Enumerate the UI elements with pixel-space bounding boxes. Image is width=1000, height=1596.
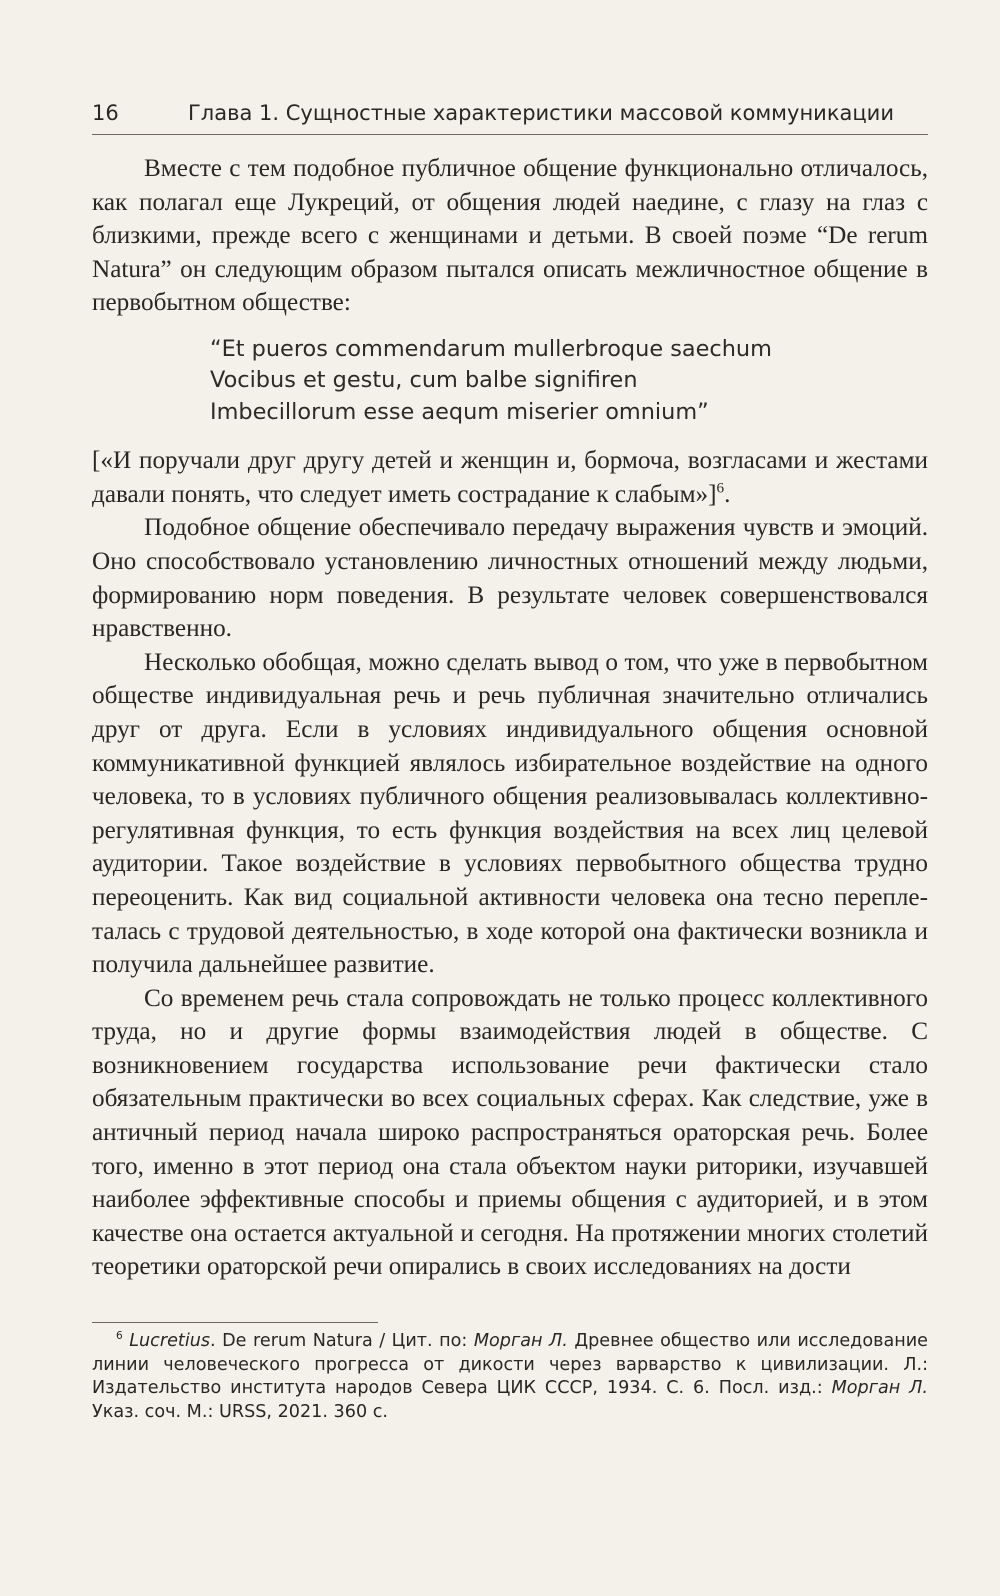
- running-header: [92, 92, 928, 135]
- quote-line-2: Vocibus et gestu, cum balbe signifiren: [210, 367, 638, 394]
- paragraph-1: Вместе с тем подобное публичное общение функционально отличалось, как полагал еще Лукреций, от общения людей наедине, с глазу на глаз с близкими, прежде всего с женщинами и детьми. В своей поэме “De rerum Natura” он следующим образом пытался описать межличностное общение в первобытном обществе:: [92, 155, 928, 317]
- latin-quote: [210, 334, 928, 428]
- paragraph-4: Со временем речь стала сопровождать не только процесс коллективного труда, но и другие формы взаимодействия людей в обществе. С возникновением государства использование речи фактически стало обязательным практически во всех социальных сферах. Как следствие, уже в античный период начала широко распространяться ораторская речь. Более того, именно в этот период она стала объектом науки риторики, изучавшей наиболее эффективные способы и приемы общения с аудиторией, и в этом качестве она остается актуальной и сегодня. На протяжении многих столетий теоретики ораторской речи опирались в своих исследованиях на дости: [92, 984, 928, 1281]
- paragraph-2: Подобное общение обеспечивало передачу выражения чувств и эмоций. Оно способствовало установлению личностных отношений между людьми, формированию норм поведения. В результате человек совершенствовался нравственно.: [92, 514, 928, 643]
- main-text: [92, 152, 928, 1284]
- page-number: 16: [92, 101, 119, 125]
- chapter-title: Глава 1. Сущностные характеристики массовой коммуникации: [188, 101, 894, 125]
- footnote-text-3: Указ. соч. М.: URSS, 2021. 360 с.: [92, 1401, 389, 1422]
- paragraph-3: Несколько обобщая, можно сделать вывод о том, что уже в первобытном обществе индивидуальная речь и речь публичная значительно отличались друг от друга. Если в условиях индивидуального общения основной коммуникативной функцией являлось избирательное воздействие на одного человека, то в условиях публичного общения реализовывалась коллективно-регулятивная функция, то есть функция воздействия на всех лиц целевой аудитории. Такое воздействие в условиях первобытного общества трудно переоценить. Как вид социальной активности человека она тесно переплеталась с трудовой деятельностью, в ходе которой она фактически возникла и получила дальнейшее развитие.: [92, 648, 928, 979]
- footnote-author-morgan-2: Морган Л.: [831, 1378, 928, 1398]
- footnote-ref-6[interactable]: 6: [716, 480, 725, 497]
- footnote-text-2: Древнее общество или исследование линии человеческого прогресса от дикости через варварство к цивилизации. Л.: Издательство института народов Севера ЦИК СССР, 1934. С. 6. Посл. изд.:: [92, 1331, 929, 1398]
- footnote-author-latin: Lucretius: [129, 1331, 211, 1351]
- translation-text: [«И поручали друг другу детей и женщин и, бормоча, возгласами и жестами давали понять, что следует иметь сострадание к слабым»]: [92, 447, 928, 508]
- quote-translation: [92, 444, 928, 511]
- footnote-author-morgan: Морган Л.: [473, 1331, 568, 1351]
- quote-line-1: “Et pueros commendarum mullerbroque saechum: [210, 335, 772, 362]
- quote-line-3: Imbecillorum esse aequm miserier omnium”: [210, 398, 709, 425]
- footnote-marker: 6: [116, 1330, 123, 1343]
- footnote-text-1: . De rerum Natura / Цит. по:: [210, 1331, 474, 1351]
- footnote-6: [92, 1330, 928, 1424]
- translation-end: .: [724, 480, 731, 508]
- footnote-divider: [92, 1322, 378, 1323]
